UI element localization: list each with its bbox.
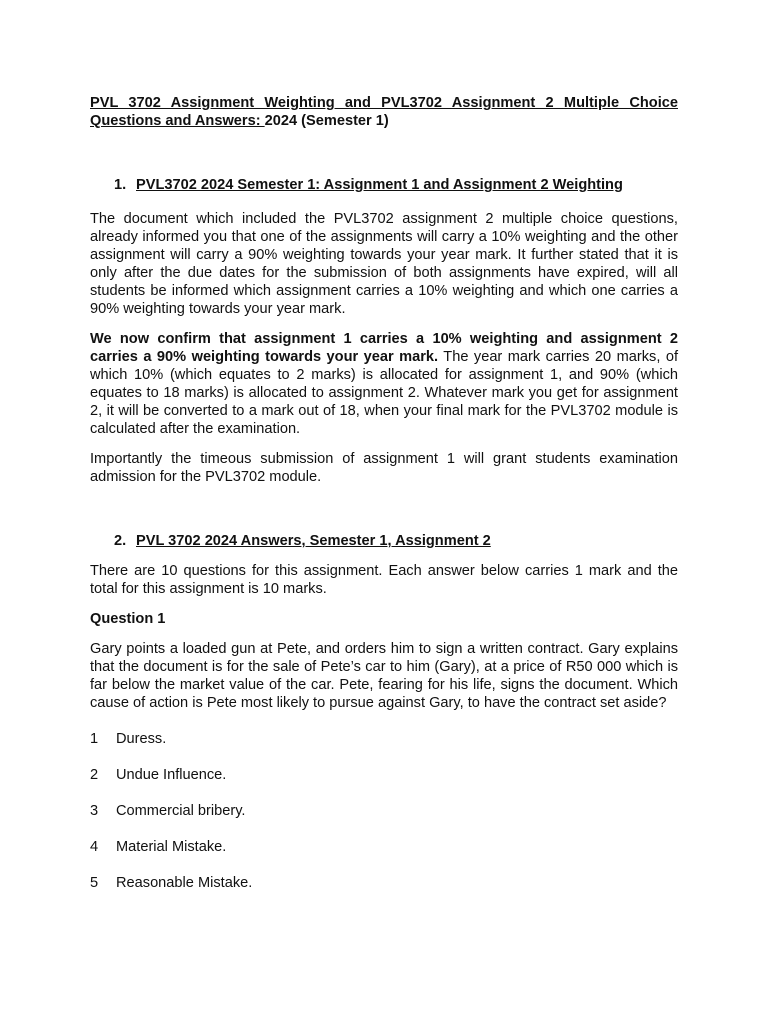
document-title-plain: 2024 (Semester 1) [264, 113, 389, 129]
answer-option-text: Duress. [116, 731, 167, 747]
document-title [90, 94, 678, 130]
answer-option-number: 4 [90, 839, 99, 855]
section-1-heading-text: PVL3702 2024 Semester 1: Assignment 1 and Assignment 2 Weighting [136, 177, 623, 193]
section-1-heading [114, 176, 678, 194]
answer-option-1 [90, 730, 678, 748]
answer-option-text: Material Mistake. [116, 839, 227, 855]
answer-option-number: 3 [90, 803, 99, 819]
answer-option-number: 5 [90, 875, 99, 891]
section-1-paragraph-2-bold: We now confirm that assignment 1 carries a 10% weighting and assignment 2 carries a 90% weighting towards your year mark. [90, 331, 678, 365]
section-2-heading-text: PVL 3702 2024 Answers, Semester 1, Assignment 2 [136, 533, 491, 549]
section-1-number: 1. [114, 177, 127, 193]
section-2-number: 2. [114, 533, 127, 549]
section-1-paragraph-1: The document which included the PVL3702 assignment 2 multiple choice questions, already informed you that one of the assignments will carry a 10% weighting and the other assignment will carry a 90% weighting towards your year mark. It further stated that it is only after the due dates for the submission of both assignments have expired, will all students be informed which assignment carries a 10% weighting and which one carries a 90% weighting towards your year mark. [90, 211, 678, 317]
section-1-paragraph-3: Importantly the timeous submission of assignment 1 will grant students examination admission for the PVL3702 module. [90, 451, 678, 485]
answer-option-5 [90, 874, 678, 892]
section-2-intro: There are 10 questions for this assignment. Each answer below carries 1 mark and the total for this assignment is 10 marks. [90, 563, 678, 597]
document-content [90, 94, 678, 892]
answer-option-number: 2 [90, 767, 99, 783]
section-2-heading [114, 532, 678, 550]
answer-option-text: Commercial bribery. [116, 803, 246, 819]
question-1-text: Gary points a loaded gun at Pete, and orders him to sign a written contract. Gary explains that the document is for the sale of Pete’s car to him (Gary), at a price of R50 000 which is far below the market value of the car. Pete, fearing for his life, signs the document. Which cause of action is Pete most likely to pursue against Gary, to have the contract set aside? [90, 641, 678, 711]
section-1-paragraph-2-rest: The year mark carries 20 marks, of which 10% (which equates to 2 marks) is allocated for assignment 1, and 90% (which equates to 18 marks) is allocated to assignment 2. Whatever mark you get for assignment 2, it will be converted to a mark out of 18, when your final mark for the PVL3702 module is calculated after the examination. [90, 349, 679, 437]
answer-option-text: Reasonable Mistake. [116, 875, 253, 891]
section-1-paragraph-2 [90, 330, 678, 438]
answer-option-4 [90, 838, 678, 856]
answer-option-3 [90, 802, 678, 820]
answer-option-text: Undue Influence. [116, 767, 227, 783]
question-1-heading: Question 1 [90, 611, 166, 627]
answer-option-2 [90, 766, 678, 784]
document-title-underlined: PVL 3702 Assignment Weighting and PVL3702 Assignment 2 Multiple Choice Questions and Answers: [90, 95, 678, 129]
answer-option-number: 1 [90, 731, 99, 747]
